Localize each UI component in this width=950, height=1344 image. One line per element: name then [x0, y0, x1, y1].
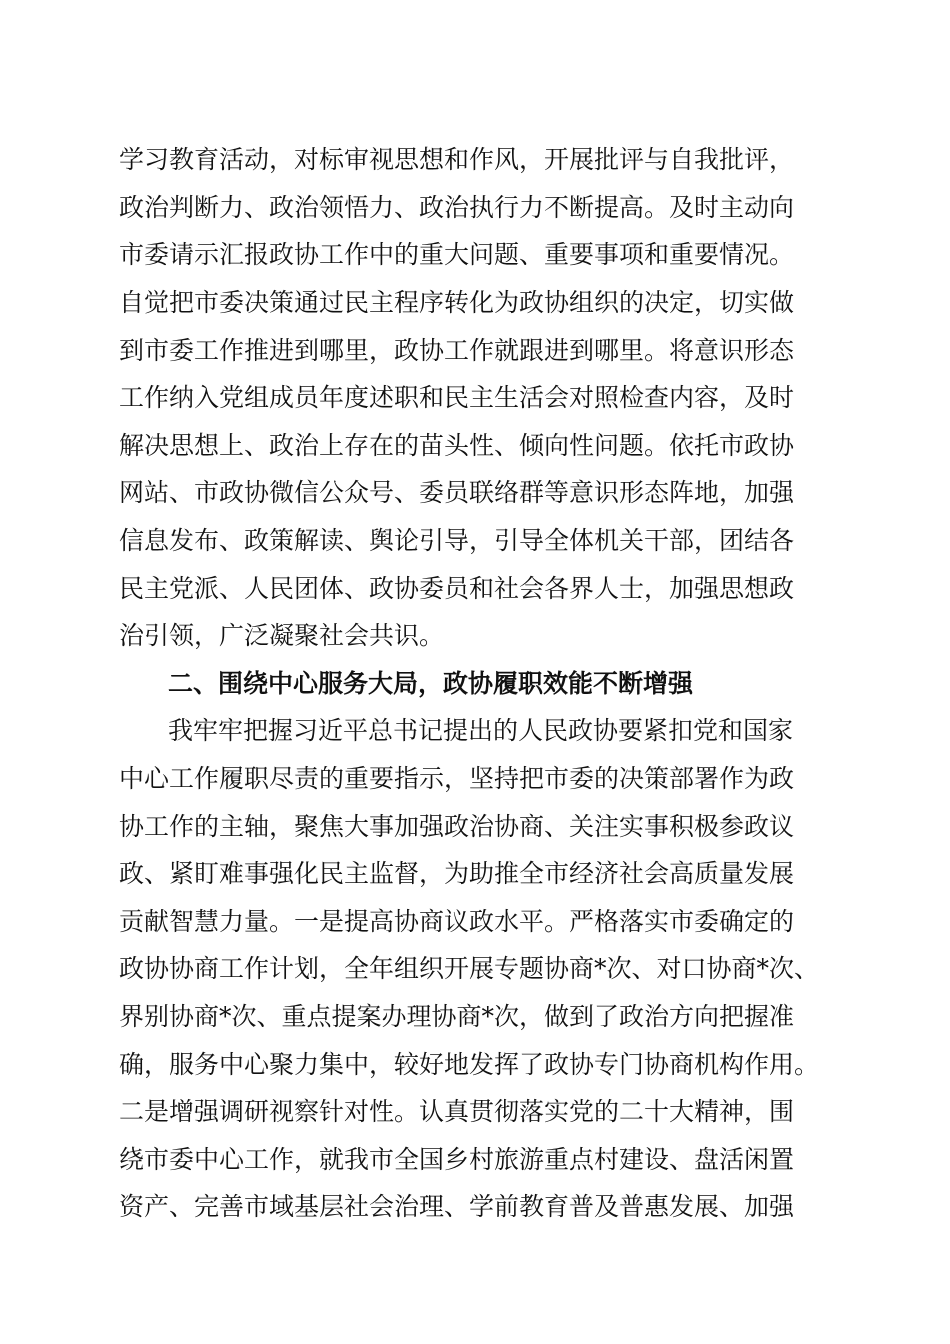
paragraph-line: 政协协商工作计划，全年组织开展专题协商*次、对口协商*次、 — [119, 954, 820, 983]
paragraph-line: 到市委工作推进到哪里，政协工作就跟进到哪里。将意识形态 — [119, 336, 795, 365]
paragraph-line: 政治判断力、政治领悟力、政治执行力不断提高。及时主动向 — [119, 193, 795, 222]
paragraph-line: 网站、市政协微信公众号、委员联络群等意识形态阵地，加强 — [119, 478, 795, 507]
paragraph-line: 市委请示汇报政协工作中的重大问题、重要事项和重要情况。 — [119, 240, 795, 269]
paragraph-line: 绕市委中心工作，就我市全国乡村旅游重点村建设、盘活闲置 — [119, 1145, 795, 1174]
paragraph-line: 政、紧盯难事强化民主监督，为助推全市经济社会高质量发展 — [119, 859, 795, 888]
paragraph-line: 中心工作履职尽责的重要指示，坚持把市委的决策部署作为政 — [119, 764, 795, 793]
paragraph-line: 二是增强调研视察针对性。认真贯彻落实党的二十大精神，围 — [119, 1097, 795, 1126]
paragraph-line: 信息发布、政策解读、舆论引导，引导全体机关干部，团结各 — [119, 526, 795, 555]
paragraph-line: 确，服务中心聚力集中，较好地发挥了政协专门协商机构作用。 — [119, 1050, 820, 1079]
paragraph-line: 解决思想上、政治上存在的苗头性、倾向性问题。依托市政协 — [119, 431, 795, 460]
paragraph-line: 我牢牢把握习近平总书记提出的人民政协要紧扣党和国家 — [168, 716, 794, 745]
paragraph-line: 工作纳入党组成员年度述职和民主生活会对照检查内容，及时 — [119, 383, 795, 412]
paragraph-line: 贡献智慧力量。一是提高协商议政水平。严格落实市委确定的 — [119, 907, 795, 936]
paragraph-line: 界别协商*次、重点提案办理协商*次，做到了政治方向把握准 — [119, 1002, 795, 1031]
paragraph-line: 资产、完善市域基层社会治理、学前教育普及普惠发展、加强 — [119, 1192, 795, 1221]
paragraph-line: 协工作的主轴，聚焦大事加强政治协商、关注实事积极参政议 — [119, 812, 795, 841]
paragraph-line: 自觉把市委决策通过民主程序转化为政协组织的决定，切实做 — [119, 288, 795, 317]
paragraph-line: 学习教育活动，对标审视思想和作风，开展批评与自我批评， — [119, 145, 795, 174]
section-heading: 二、围绕中心服务大局，政协履职效能不断增强 — [168, 669, 694, 698]
paragraph-line: 治引领，广泛凝聚社会共识。 — [119, 621, 445, 650]
paragraph-line: 民主党派、人民团体、政协委员和社会各界人士，加强思想政 — [119, 574, 795, 603]
